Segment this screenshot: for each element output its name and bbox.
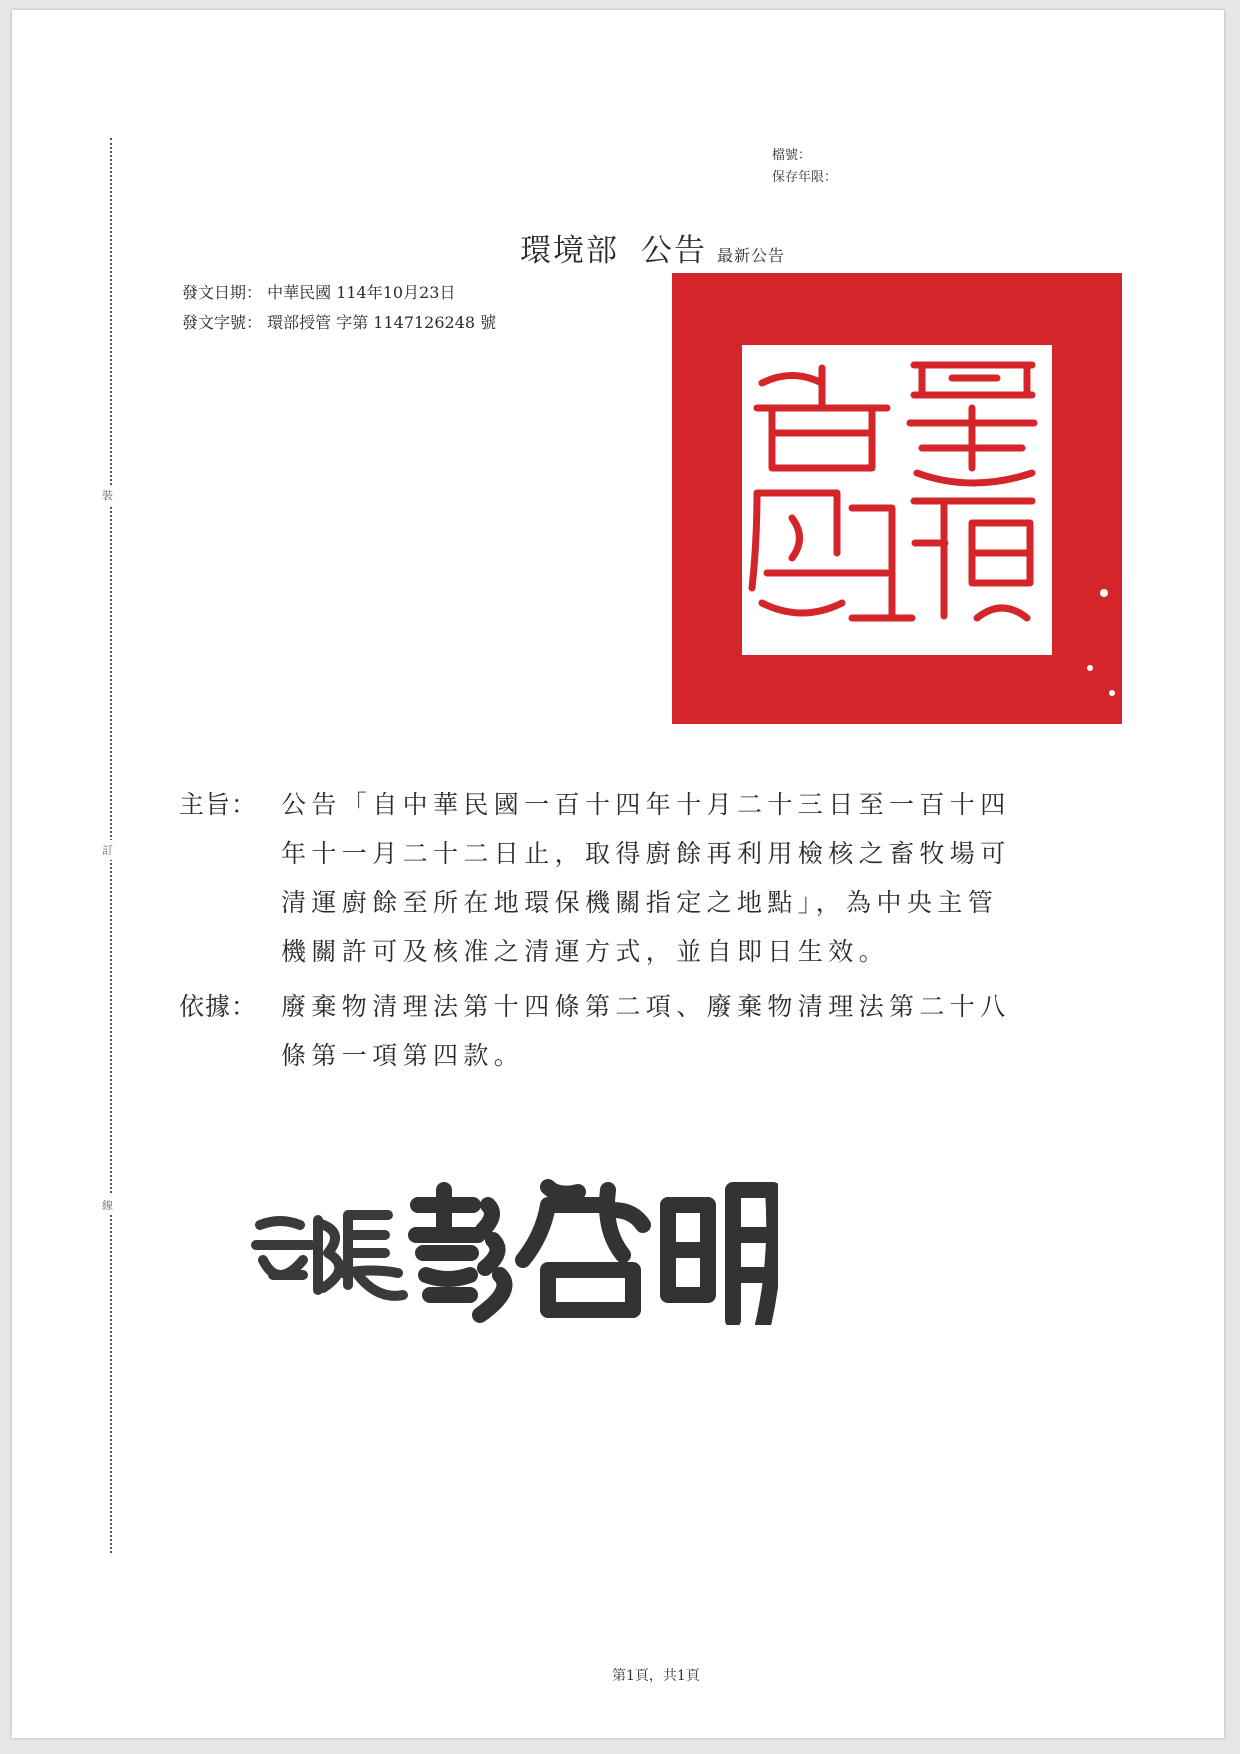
subject-line: 公告「自中華民國一百十四年十月二十三日至一百十四 [281,790,1011,819]
minister-signature [248,1165,778,1325]
announcement-body [179,780,1011,1080]
basis-line: 廢棄物清理法第十四條第二項、廢棄物清理法第二十八 [281,992,1011,1021]
basis-section [179,982,1011,1080]
issue-ref-row [182,308,496,338]
issue-ref-value: 環部授管 字第 1147126248 號 [267,313,497,332]
subject-line: 機關許可及核准之清運方式，並自即日生效。 [281,937,890,966]
page-number: 第1頁，共1頁 [612,1668,700,1684]
latest-tag: 最新公告 [717,246,786,265]
file-meta [772,145,837,189]
issue-date-value: 中華民國 114年10月23日 [267,283,456,302]
basis-label: 依據： [179,992,258,1021]
subject-text [281,780,1011,976]
basis-line: 條第一項第四款。 [281,1041,525,1070]
basis-text [281,982,1011,1080]
subject-label: 主旨： [179,790,258,819]
document-title [520,225,785,270]
agency-name: 環境部 [520,233,619,269]
binding-mark: 線 [102,1195,113,1215]
subject-line: 年十一月二十二日止，取得廚餘再利用檢核之畜牧場可 [281,839,1011,868]
official-seal-stamp [672,273,1122,724]
document-page [12,10,1224,1738]
subject-section [179,780,1011,976]
subject-line: 清運廚餘至所在地環保機關指定之地點」，為中央主管 [281,888,999,917]
issue-info [182,278,496,338]
binding-mark: 裝 [102,485,113,505]
document-type: 公告 [641,233,707,269]
binding-mark: 訂 [102,840,113,860]
issue-date-row [182,278,496,308]
retention-label: 保存年限： [772,170,838,185]
file-number-label: 檔號： [772,148,812,163]
issue-date-label: 發文日期： [182,283,263,302]
issue-ref-label: 發文字號： [182,313,263,332]
